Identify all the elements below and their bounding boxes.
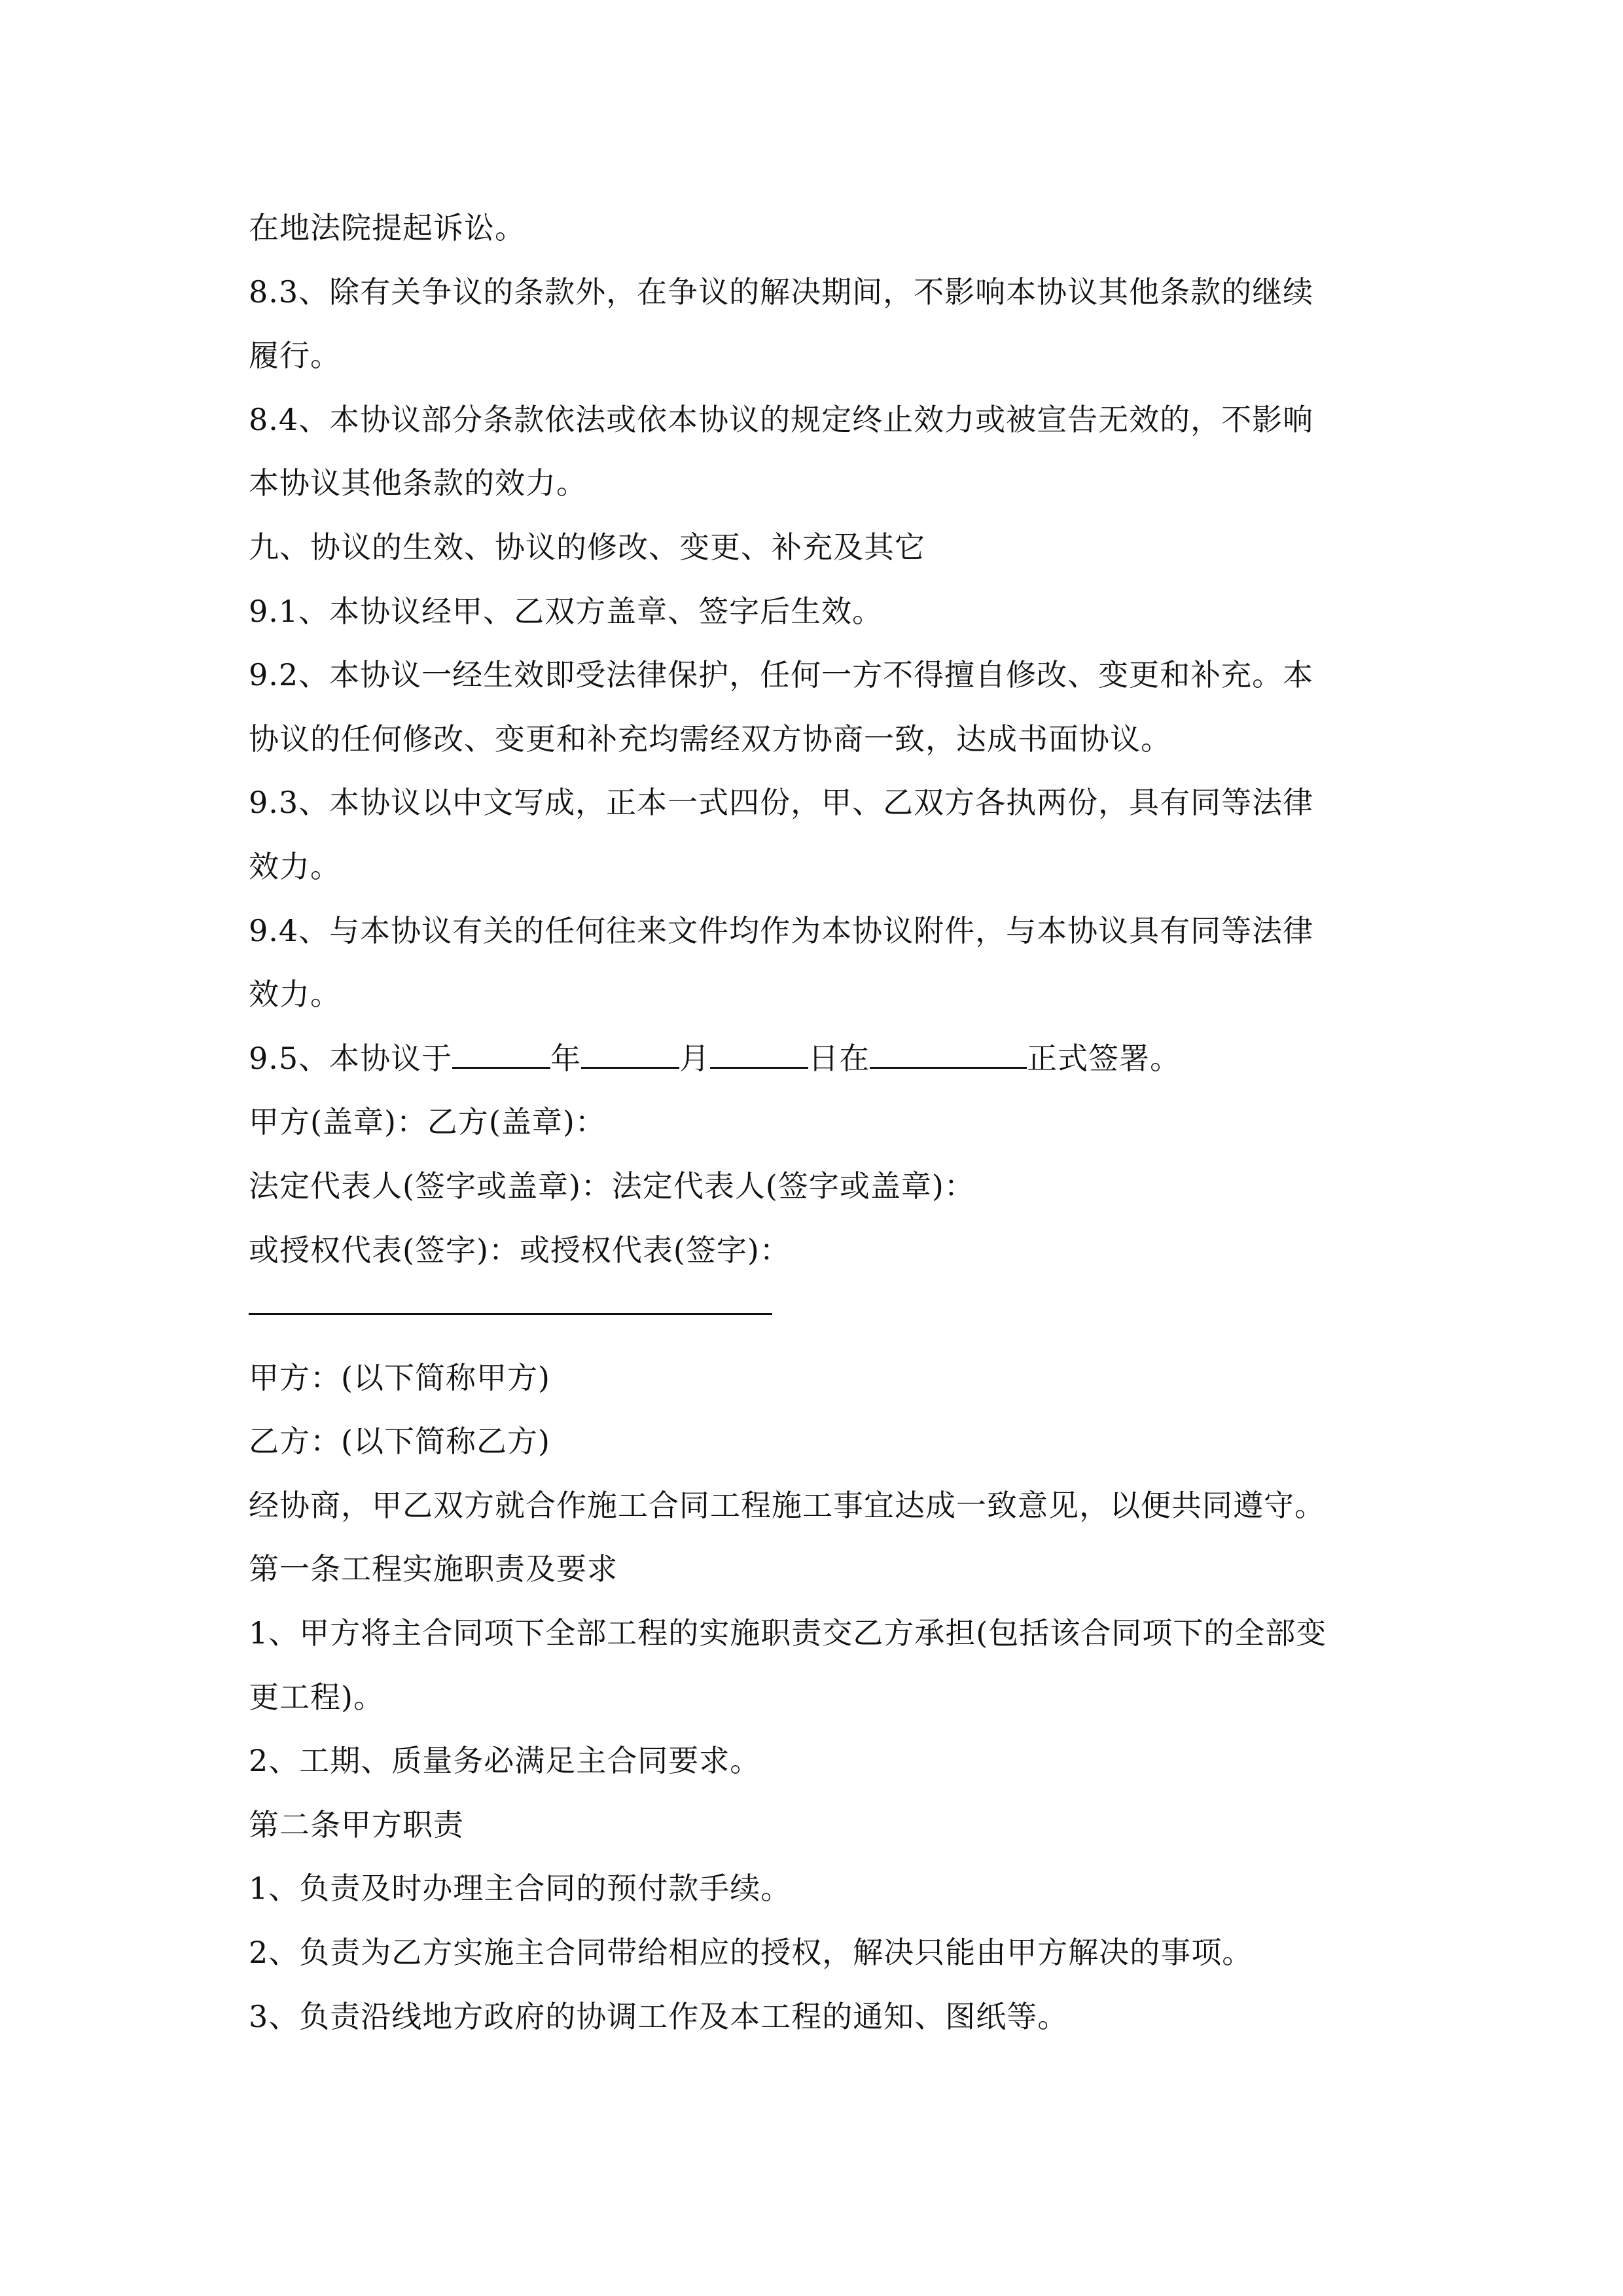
paragraph-line: 8.4、本协议部分条款依法或依本协议的规定终止效力或被宣告无效的，不影响 <box>249 401 1314 437</box>
section-heading: 九、协议的生效、协议的修改、变更、补充及其它 <box>249 529 925 565</box>
paragraph-line: 9.2、本协议一经生效即受法律保护，任何一方不得擅自修改、变更和补充。本 <box>249 657 1314 693</box>
year-label: 年 <box>550 1040 582 1076</box>
signature-line: 甲方(盖章)：乙方(盖章)： <box>249 1104 606 1140</box>
place-blank <box>870 1041 1027 1069</box>
paragraph-line: 效力。 <box>249 977 341 1013</box>
month-blank <box>581 1041 679 1069</box>
paragraph-line: 效力。 <box>249 848 341 884</box>
separator-rule <box>249 1313 772 1315</box>
document-body <box>249 196 1414 2049</box>
signature-line: 法定代表人(签字或盖章)：法定代表人(签字或盖章)： <box>249 1168 975 1204</box>
signature-line: 或授权代表(签字)：或授权代表(签字)： <box>249 1232 791 1268</box>
paragraph-line: 2、负责为乙方实施主合同带给相应的授权，解决只能由甲方解决的事项。 <box>249 1935 1253 1971</box>
article-heading: 第一条工程实施职责及要求 <box>249 1551 618 1587</box>
day-label: 日在 <box>808 1040 870 1076</box>
paragraph-line: 1、甲方将主合同项下全部工程的实施职责交乙方承担(包括该合同项下的全部变 <box>249 1615 1327 1651</box>
signing-prefix: 9.5、本协议于 <box>249 1040 453 1076</box>
paragraph-line: 8.3、除有关争议的条款外，在争议的解决期间，不影响本协议其他条款的继续 <box>249 274 1314 310</box>
paragraph-line: 更工程)。 <box>249 1679 384 1715</box>
party-line: 甲方：(以下简称甲方) <box>249 1359 550 1395</box>
paragraph-line: 9.1、本协议经甲、乙双方盖章、签字后生效。 <box>249 593 883 629</box>
paragraph-line: 协议的任何修改、变更和补充均需经双方协商一致，达成书面协议。 <box>249 721 1171 757</box>
paragraph-line: 履行。 <box>249 338 341 374</box>
paragraph-line: 本协议其他条款的效力。 <box>249 465 587 501</box>
signing-date-line <box>249 1027 1414 1091</box>
paragraph-line: 3、负责沿线地方政府的协调工作及本工程的通知、图纸等。 <box>249 1998 1069 2034</box>
signing-suffix: 正式签署。 <box>1027 1040 1181 1076</box>
party-line: 乙方：(以下简称乙方) <box>249 1424 550 1460</box>
paragraph-line: 2、工期、质量务必满足主合同要求。 <box>249 1743 761 1779</box>
article-heading: 第二条甲方职责 <box>249 1806 464 1842</box>
paragraph-line: 9.3、本协议以中文写成，正本一式四份，甲、乙双方各执两份，具有同等法律 <box>249 785 1314 821</box>
paragraph-line: 在地法院提起诉讼。 <box>249 210 526 245</box>
day-blank <box>710 1041 808 1069</box>
paragraph-line: 经协商，甲乙双方就合作施工合同工程施工事宜达成一致意见，以便共同遵守。 <box>249 1487 1325 1523</box>
year-blank <box>452 1041 550 1069</box>
paragraph-line: 9.4、与本协议有关的任何往来文件均作为本协议附件，与本协议具有同等法律 <box>249 912 1314 948</box>
paragraph-line: 1、负责及时办理主合同的预付款手续。 <box>249 1871 792 1907</box>
month-label: 月 <box>679 1040 711 1076</box>
